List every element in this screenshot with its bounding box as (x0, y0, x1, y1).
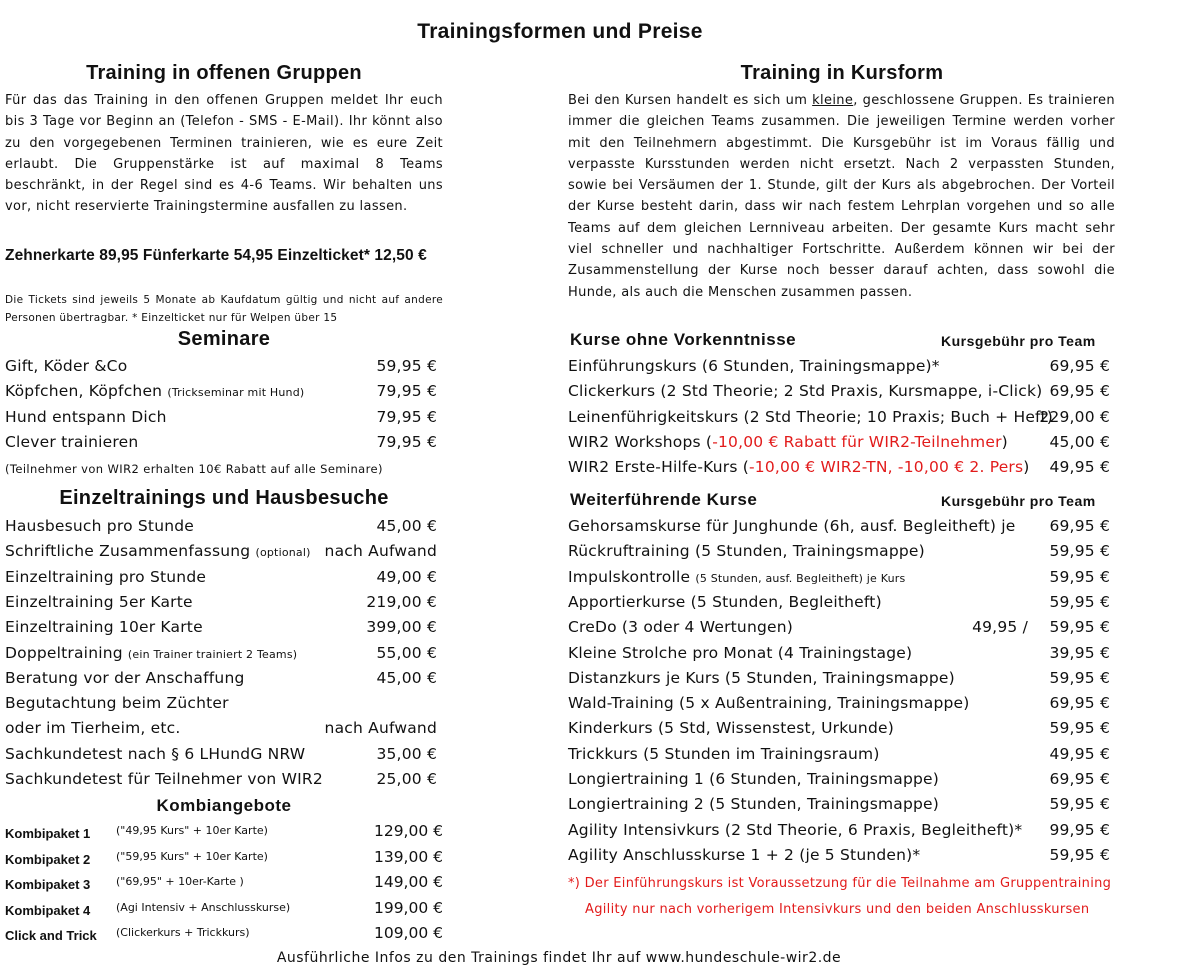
item-name: Impulskontrolle (568, 567, 696, 586)
item-name: Kinderkurs (5 Std, Wissenstest, Urkunde) (568, 719, 894, 738)
basic-fee-header: Kursgebühr pro Team (941, 333, 1096, 349)
kombi-description: ("69,95" + 10er-Karte ) (116, 875, 244, 888)
item-name: Clickerkurs (2 Std Theorie; 2 Std Praxis, Kursmappe, i-Click) (568, 382, 1043, 401)
item-price: 79,95 € (376, 432, 437, 451)
item-price: 59,95 € (1049, 845, 1110, 864)
item-price: 45,00 € (1049, 432, 1110, 451)
item-label (568, 357, 940, 375)
price-row (568, 795, 1110, 817)
item-price: 59,95 € (376, 357, 437, 375)
item-label (568, 382, 1042, 400)
price-row (5, 382, 443, 404)
item-price: 25,00 € (376, 770, 437, 788)
item-label (5, 719, 181, 737)
kombi-row (5, 847, 443, 870)
discount-note: -10,00 € WIR2-TN, -10,00 € 2. Pers (749, 458, 1024, 477)
item-label (568, 593, 882, 611)
price-row (568, 770, 1110, 792)
item-name: Einzeltraining 10er Karte (5, 618, 203, 637)
item-name: Gehorsamskurse für Junghunde (6h, ausf. Begleitheft) je (568, 517, 1016, 535)
course-text-underlined: kleine (812, 93, 854, 108)
item-detail: (ein Trainer trainiert 2 Teams) (127, 647, 298, 661)
price-row (5, 568, 443, 590)
kombi-row (5, 824, 443, 844)
item-name: Sachkundetest für Teilnehmer von WIR2 (5, 770, 323, 788)
item-name: Clever trainieren (5, 432, 139, 451)
price-row (5, 517, 443, 539)
item-detail: (optional) (255, 546, 311, 560)
footer-info: Ausführliche Infos zu den Trainings findet Ihr auf www.hundeschule-wir2.de (276, 950, 842, 966)
price-row (568, 821, 1110, 843)
price-row (568, 568, 1110, 590)
kombi-price: 149,00 € (373, 873, 443, 891)
course-text-rest: , geschlossene Gruppen. Es trainieren immer die gleichen Teams zusammen. Die jeweiligen Termine werden vorher mit den Teilnehmern abgestimmt. Die Kursgebühr ist im Voraus fällig und verpasste Kursstunden werden nicht ersetzt. Nach 2 verpassten Stunden, sowie bei Versäumen der 1. Stunde, gilt der Kurs als abgebrochen. Der Vorteil der Kurse besteht darin, dass wir nach festem Lehrplan vorgehen und so alle Teams auf dem gleichen Lernniveau arbeiten. Der gesamte Kurs macht sehr viel schneller und nachhaltiger Fortschritte. Außerdem können wir bei der Zusammenstellung der Kurse noch besser darauf achten, dass sowohl die Hunde, als auch die Menschen zusammen passen. (568, 93, 1115, 300)
item-label (568, 618, 793, 636)
item-name: Wald-Training (5 x Außentraining, Trainingsmappe) (568, 694, 970, 713)
item-name: CreDo (3 oder 4 Wertungen) (568, 618, 794, 637)
kombi-name: Kombipaket 1 (5, 826, 91, 841)
item-price: 55,00 € (376, 643, 437, 662)
item-price: 219,00 € (366, 592, 437, 611)
price-row (5, 694, 443, 716)
item-price: 35,00 € (376, 744, 437, 763)
price-row (568, 593, 1110, 615)
price-row (568, 846, 1110, 868)
price-row (5, 357, 443, 379)
item-name: Einzeltraining pro Stunde (5, 567, 207, 586)
item-price: 59,95 € (1049, 542, 1110, 561)
item-label (568, 745, 880, 763)
item-label (568, 568, 905, 586)
item-name: Trickkurs (5 Stunden im Trainingsraum) (568, 744, 880, 763)
price-row (5, 719, 443, 741)
groups-ticket-note: Die Tickets sind jeweils 5 Monate ab Kaufdatum gültig und nicht auf andere Personen übertragbar. * Einzelticket nur für Welpen über 15 (5, 294, 443, 324)
item-label (568, 846, 920, 864)
item-label (5, 408, 167, 426)
kombi-name: Kombipaket 2 (5, 851, 91, 867)
groups-text: Für das das Training in den offenen Gruppen meldet Ihr euch bis 3 Tage vor Beginn an (Telefon - SMS - E-Mail). Ihr könnt also zu den vorgegebenen Terminen trainieren, wie es eure Zeit erlaubt. Die Gruppenstärke ist auf maximal 8 Teams beschränkt, in der Regel sind es 4-6 Teams. Wir behalten uns vor, nicht reservierte Trainingstermine ausfallen zu lassen. (5, 93, 443, 215)
price-row (5, 770, 443, 792)
course-text (568, 90, 1115, 303)
price-row (568, 618, 1110, 640)
groups-ticket-prices: Zehnerkarte 89,95 Fünferkarte 54,95 Einzelticket* 12,50 € (5, 247, 427, 264)
page-title: Trainingsformen und Preise (417, 20, 703, 43)
item-price: 229,00 € (1039, 407, 1110, 426)
item-label (568, 770, 939, 788)
item-price: 59,95 € (1049, 618, 1110, 637)
item-label (568, 821, 1022, 839)
item-name: Rückruftraining (5 Stunden, Trainingsmappe) (568, 542, 925, 561)
item-price: 399,00 € (366, 618, 437, 637)
price-row (5, 408, 443, 430)
kombi-description: ("59,95 Kurs" + 10er Karte) (116, 849, 268, 863)
item-label (568, 669, 955, 687)
item-name: Sachkundetest nach § 6 LHundG NRW (5, 744, 306, 763)
item-price: 45,00 € (376, 517, 437, 535)
item-price: 69,95 € (1049, 382, 1110, 401)
price-row (5, 542, 443, 564)
advanced-courses-heading: Weiterführende Kurse (570, 490, 758, 509)
price-row (568, 458, 1110, 480)
item-label (568, 719, 894, 737)
item-name: Longiertraining 2 (5 Stunden, Trainingsmappe) (568, 795, 940, 814)
item-price: 79,95 € (376, 407, 437, 426)
item-name: Apportierkurse (5 Stunden, Begleitheft) (568, 592, 882, 611)
kombi-price: 129,00 € (373, 822, 443, 840)
price-row (568, 542, 1110, 564)
item-label (5, 357, 127, 375)
item-name: Beratung vor der Anschaffung (5, 668, 245, 687)
item-label (568, 542, 925, 560)
price-row (568, 745, 1110, 767)
price-row (5, 745, 443, 767)
item-label (5, 669, 245, 687)
item-price: 49,00 € (376, 567, 437, 586)
item-label (5, 745, 305, 763)
kombi-price: 199,00 € (373, 898, 443, 917)
item-name: Doppeltraining (5, 643, 128, 662)
item-label (5, 618, 203, 636)
item-label (568, 433, 1008, 451)
item-name: Kleine Strolche pro Monat (4 Trainingstage) (568, 643, 913, 662)
price-row (5, 618, 443, 640)
price-row (568, 408, 1110, 430)
item-label (568, 458, 1030, 476)
item-label (5, 542, 311, 560)
item-name: Agility Anschlusskurse 1 + 2 (je 5 Stunden)* (568, 845, 921, 864)
item-name: Schriftliche Zusammenfassung (5, 542, 256, 561)
item-name: Hausbesuch pro Stunde (5, 517, 195, 535)
price-row (568, 357, 1110, 379)
item-name: Einzeltraining 5er Karte (5, 592, 193, 611)
item-name: Gift, Köder &Co (5, 357, 128, 375)
item-name: Köpfchen, Köpfchen (5, 382, 168, 401)
item-label (568, 694, 970, 712)
item-label (568, 795, 939, 813)
item-label (5, 770, 323, 788)
item-label (5, 433, 138, 451)
price-row (5, 433, 443, 455)
item-name: Agility Intensivkurs (2 Std Theorie, 6 Praxis, Begleitheft)* (568, 820, 1023, 839)
item-detail: (Trickseminar mit Hund) (167, 386, 305, 400)
item-label (568, 517, 1015, 535)
discount-note: -10,00 € Rabatt für WIR2-Teilnehmer (712, 432, 1002, 451)
kombi-description: (Agi Intensiv + Anschlusskurse) (116, 900, 291, 914)
item-name: Begutachtung beim Züchter (5, 694, 229, 713)
price-row (568, 669, 1110, 691)
item-price: 39,95 € (1049, 643, 1110, 662)
item-price: 49,95 € (1049, 458, 1110, 477)
item-label (5, 593, 193, 611)
alt-price: 49,95 / (972, 618, 1028, 637)
item-price: 59,95 € (1049, 795, 1110, 814)
kombi-heading: Kombiangebote (156, 796, 292, 815)
price-row (5, 644, 443, 666)
kombi-description: ("49,95 Kurs" + 10er Karte) (116, 824, 268, 837)
item-label (5, 517, 194, 535)
kombi-price: 139,00 € (373, 847, 443, 866)
kombi-row (5, 875, 443, 895)
seminar-discount-note: (Teilnehmer von WIR2 erhalten 10€ Rabatt auf alle Seminare) (5, 462, 383, 476)
price-row (568, 433, 1110, 455)
item-price: 69,95 € (1049, 694, 1110, 713)
kombi-price: 109,00 € (373, 924, 443, 942)
price-row (568, 694, 1110, 716)
kombi-name: Kombipaket 3 (5, 877, 91, 892)
item-price: 79,95 € (376, 382, 437, 401)
price-row (568, 517, 1110, 539)
groups-heading: Training in offenen Gruppen (86, 62, 362, 84)
item-name: Leinenführigkeitskurs (2 Std Theorie; 10 Praxis; Buch + Heft) (568, 407, 1053, 426)
price-row (5, 669, 443, 691)
kombi-row (5, 926, 443, 946)
kombi-description: (Clickerkurs + Trickkurs) (116, 926, 250, 939)
item-label (5, 568, 206, 586)
item-name: Einführungskurs (6 Stunden, Trainingsmappe)* (568, 357, 940, 375)
seminars-heading: Seminare (177, 328, 271, 350)
item-label (5, 382, 304, 400)
item-price: 99,95 € (1049, 820, 1110, 839)
item-label (568, 408, 1053, 426)
basic-courses-heading: Kurse ohne Vorkenntnisse (570, 330, 797, 349)
item-price: 69,95 € (1049, 357, 1110, 375)
item-price: 59,95 € (1049, 592, 1110, 611)
item-label (568, 644, 912, 662)
item-price: 59,95 € (1049, 567, 1110, 586)
item-name: WIR2 Workshops ( (568, 432, 713, 451)
footnote-agility: Agility nur nach vorherigem Intensivkurs und den beiden Anschlusskursen (585, 902, 1090, 917)
single-training-heading: Einzeltrainings und Hausbesuche (59, 487, 389, 509)
item-price: nach Aufwand (324, 719, 437, 738)
item-name: WIR2 Erste-Hilfe-Kurs ( (568, 458, 749, 477)
item-price: 45,00 € (376, 668, 437, 687)
kombi-name: Click and Trick (5, 928, 97, 943)
item-tail: ) (1023, 458, 1030, 477)
item-price: 49,95 € (1049, 744, 1110, 763)
kombi-row (5, 898, 443, 921)
item-name: Hund entspann Dich (5, 407, 167, 426)
item-name: oder im Tierheim, etc. (5, 719, 181, 738)
item-price: 59,95 € (1049, 719, 1110, 738)
kombi-name: Kombipaket 4 (5, 902, 91, 918)
item-label (5, 644, 297, 662)
item-detail: (5 Stunden, ausf. Begleitheft) je Kurs (695, 571, 906, 585)
advanced-fee-header: Kursgebühr pro Team (941, 493, 1096, 509)
price-row (5, 593, 443, 615)
item-tail: ) (1001, 432, 1008, 451)
footnote-intro-course: *) Der Einführungskurs ist Voraussetzung für die Teilnahme am Gruppentraining (568, 876, 1112, 891)
item-name: Longiertraining 1 (6 Stunden, Trainingsmappe) (568, 770, 940, 788)
item-price: 59,95 € (1049, 668, 1110, 687)
item-price: 69,95 € (1049, 517, 1110, 535)
course-heading: Training in Kursform (740, 62, 944, 84)
price-row (568, 382, 1110, 404)
course-text-start: Bei den Kursen handelt es sich um (568, 93, 813, 108)
price-row (568, 719, 1110, 741)
item-name: Distanzkurs je Kurs (5 Stunden, Trainingsmappe) (568, 668, 955, 687)
item-label (5, 694, 229, 712)
price-row (568, 644, 1110, 666)
item-price: 69,95 € (1049, 770, 1110, 788)
item-price: nach Aufwand (324, 542, 437, 561)
